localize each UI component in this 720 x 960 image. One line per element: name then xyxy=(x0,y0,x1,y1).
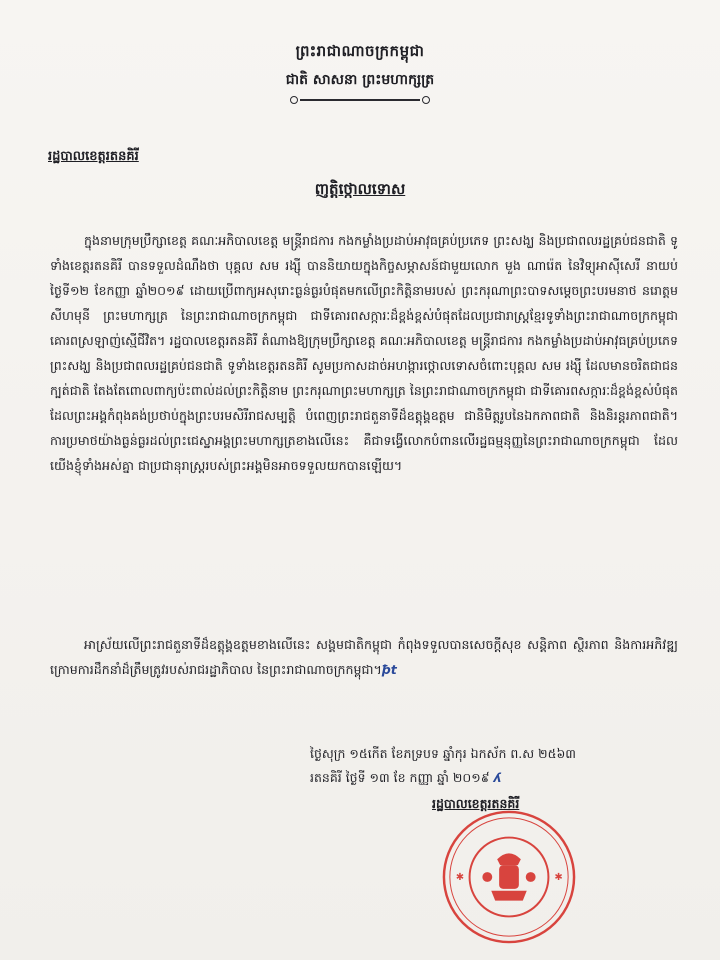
ornament-divider xyxy=(300,99,420,101)
national-motto: ជាតិ សាសនា ព្រះមហាក្សត្រ xyxy=(285,72,435,88)
svg-text:✱: ✱ xyxy=(455,871,465,883)
solar-date-line xyxy=(310,766,670,790)
issuing-authority: រដ្ឋបាលខេត្តរតនគិរី xyxy=(48,149,139,164)
official-seal xyxy=(440,808,578,946)
svg-text:✱: ✱ xyxy=(554,871,563,883)
paragraph-1 xyxy=(50,228,678,478)
paragraph-2-text: អាស្រ័យលើព្រះរាជតួនាទីដ៏ឧត្តុង្គឧត្តមខាងលើនេះ សង្គមជាតិកម្ពុជា កំពុងទទួលបានសេចក្តីសុខ សន្តិភាព ស្ថិរភាព និងការអភិវឌ្ឍ ក្រោមការដឹកនាំដ៏ត្រឹមត្រូវរបស់រាជរដ្ឋាភិបាល នៃព្រះរាជាណាចក្រកម្ពុជា។ xyxy=(50,637,678,677)
initial-mark: ꝥt xyxy=(381,662,397,677)
letterhead xyxy=(0,42,720,101)
paragraph-2 xyxy=(50,632,678,682)
date-block xyxy=(310,742,670,790)
solar-date: រតនគិរី ថ្ងៃទី ១៣ ខែ កញ្ញា ឆ្នាំ ២០១៩ xyxy=(310,770,490,785)
document-title: ញត្តិថ្កោលទោស xyxy=(314,180,406,198)
kingdom-title: ព្រះរាជាណាចក្រកម្ពុជា xyxy=(295,42,425,60)
paragraph-1-text: ក្នុងនាមក្រុមប្រឹក្សាខេត្ត គណៈអភិបាលខេត្ត មន្ត្រីរាជការ កងកម្លាំងប្រដាប់អាវុធគ្រប់ប្រភេទ ព្រះសង្ឃ និងប្រជាពលរដ្ឋគ្រប់ជនជាតិ ទូទាំងខេត្តរតនគិរី បានទទួលដំណឹងថា បុគ្គល សម រង្ស៊ី បាននិយាយក្នុងកិច្ចសម្ភាសន៍ជាមួយលោក មួង ណារ៉េត នៃវិទ្យុអាស៊ីសេរី នាយប់ថ្ងៃទី១២ ខែកញ្ញា ឆ្នាំ២០១៩ ដោយប្រើពាក្យអសុរោះធ្ងន់ធ្ងរបំផុតមកលើព្រះកិត្តិនាមរបស់ ព្រះករុណាព្រះបាទសម្តេចព្រះបរមនាថ នរោត្តម សីហមុនី ព្រះមហាក្សត្រ នៃព្រះរាជាណាចក្រកម្ពុជា ជាទីគោរពសក្ការៈដ៏ខ្ពង់ខ្ពស់បំផុតដែលប្រជារាស្ត្រខ្មែរទូទាំងព្រះរាជាណាចក្រកម្ពុជា គោរពស្រឡាញ់ស្មើជីវិត។ រដ្ឋបាលខេត្តរតនគិរី តំណាងឱ្យក្រុមប្រឹក្សាខេត្ត គណៈអភិបាលខេត្ត មន្ត្រីរាជការ កងកម្លាំងប្រដាប់អាវុធគ្រប់ប្រភេទ ព្រះសង្ឃ និងប្រជាពលរដ្ឋគ្រប់ជនជាតិ ទូទាំងខេត្តរតនគិរី សូមប្រកាសដាច់អហង្ការថ្កោលទោសចំពោះបុគ្គល សម រង្ស៊ី ដែលមានចរិតជាជនក្បត់ជាតិ តែងតែពោលពាក្យប៉ះពាល់ដល់ព្រះកិត្តិនាម ព្រះករុណាព្រះមហាក្សត្រ នៃព្រះរាជាណាចក្រកម្ពុជា ជាទីគោរពសក្ការៈដ៏ខ្ពង់ខ្ពស់បំផុត ដែលព្រះអង្គកំពុងគង់ប្រថាប់ក្នុងព្រះបរមសិរីរាជសម្បត្តិ បំពេញព្រះរាជតួនាទីដ៏ឧត្តុង្គឧត្តម ជានិមិត្តរូបនៃឯកភាពជាតិ និងនិរន្តរភាពជាតិ។ ការប្រមាថយ៉ាងធ្ងន់ធ្ងរដល់ព្រះជេស្ឋាអង្គព្រះមហាក្សត្រខាងលើនេះ គឺជាទង្វើលោកបំពានលើរដ្ឋធម្មនុញ្ញនៃព្រះរាជាណាចក្រកម្ពុជា ដែលយើងខ្ញុំទាំងអស់គ្នា ជាប្រជានុរាស្ត្ររបស់ព្រះអង្គមិនអាចទទួលយកបានឡើយ។ xyxy=(50,233,678,473)
signer-authority: រដ្ឋបាលខេត្តរតនគិរី xyxy=(432,796,520,811)
date-initial-mark: ʎ xyxy=(493,770,502,785)
lunar-date: ថ្ងៃសុក្រ ១៥កើត ខែភទ្របទ ឆ្នាំកុរ ឯកស័ក ព.ស ២៥៦៣ xyxy=(310,746,576,761)
